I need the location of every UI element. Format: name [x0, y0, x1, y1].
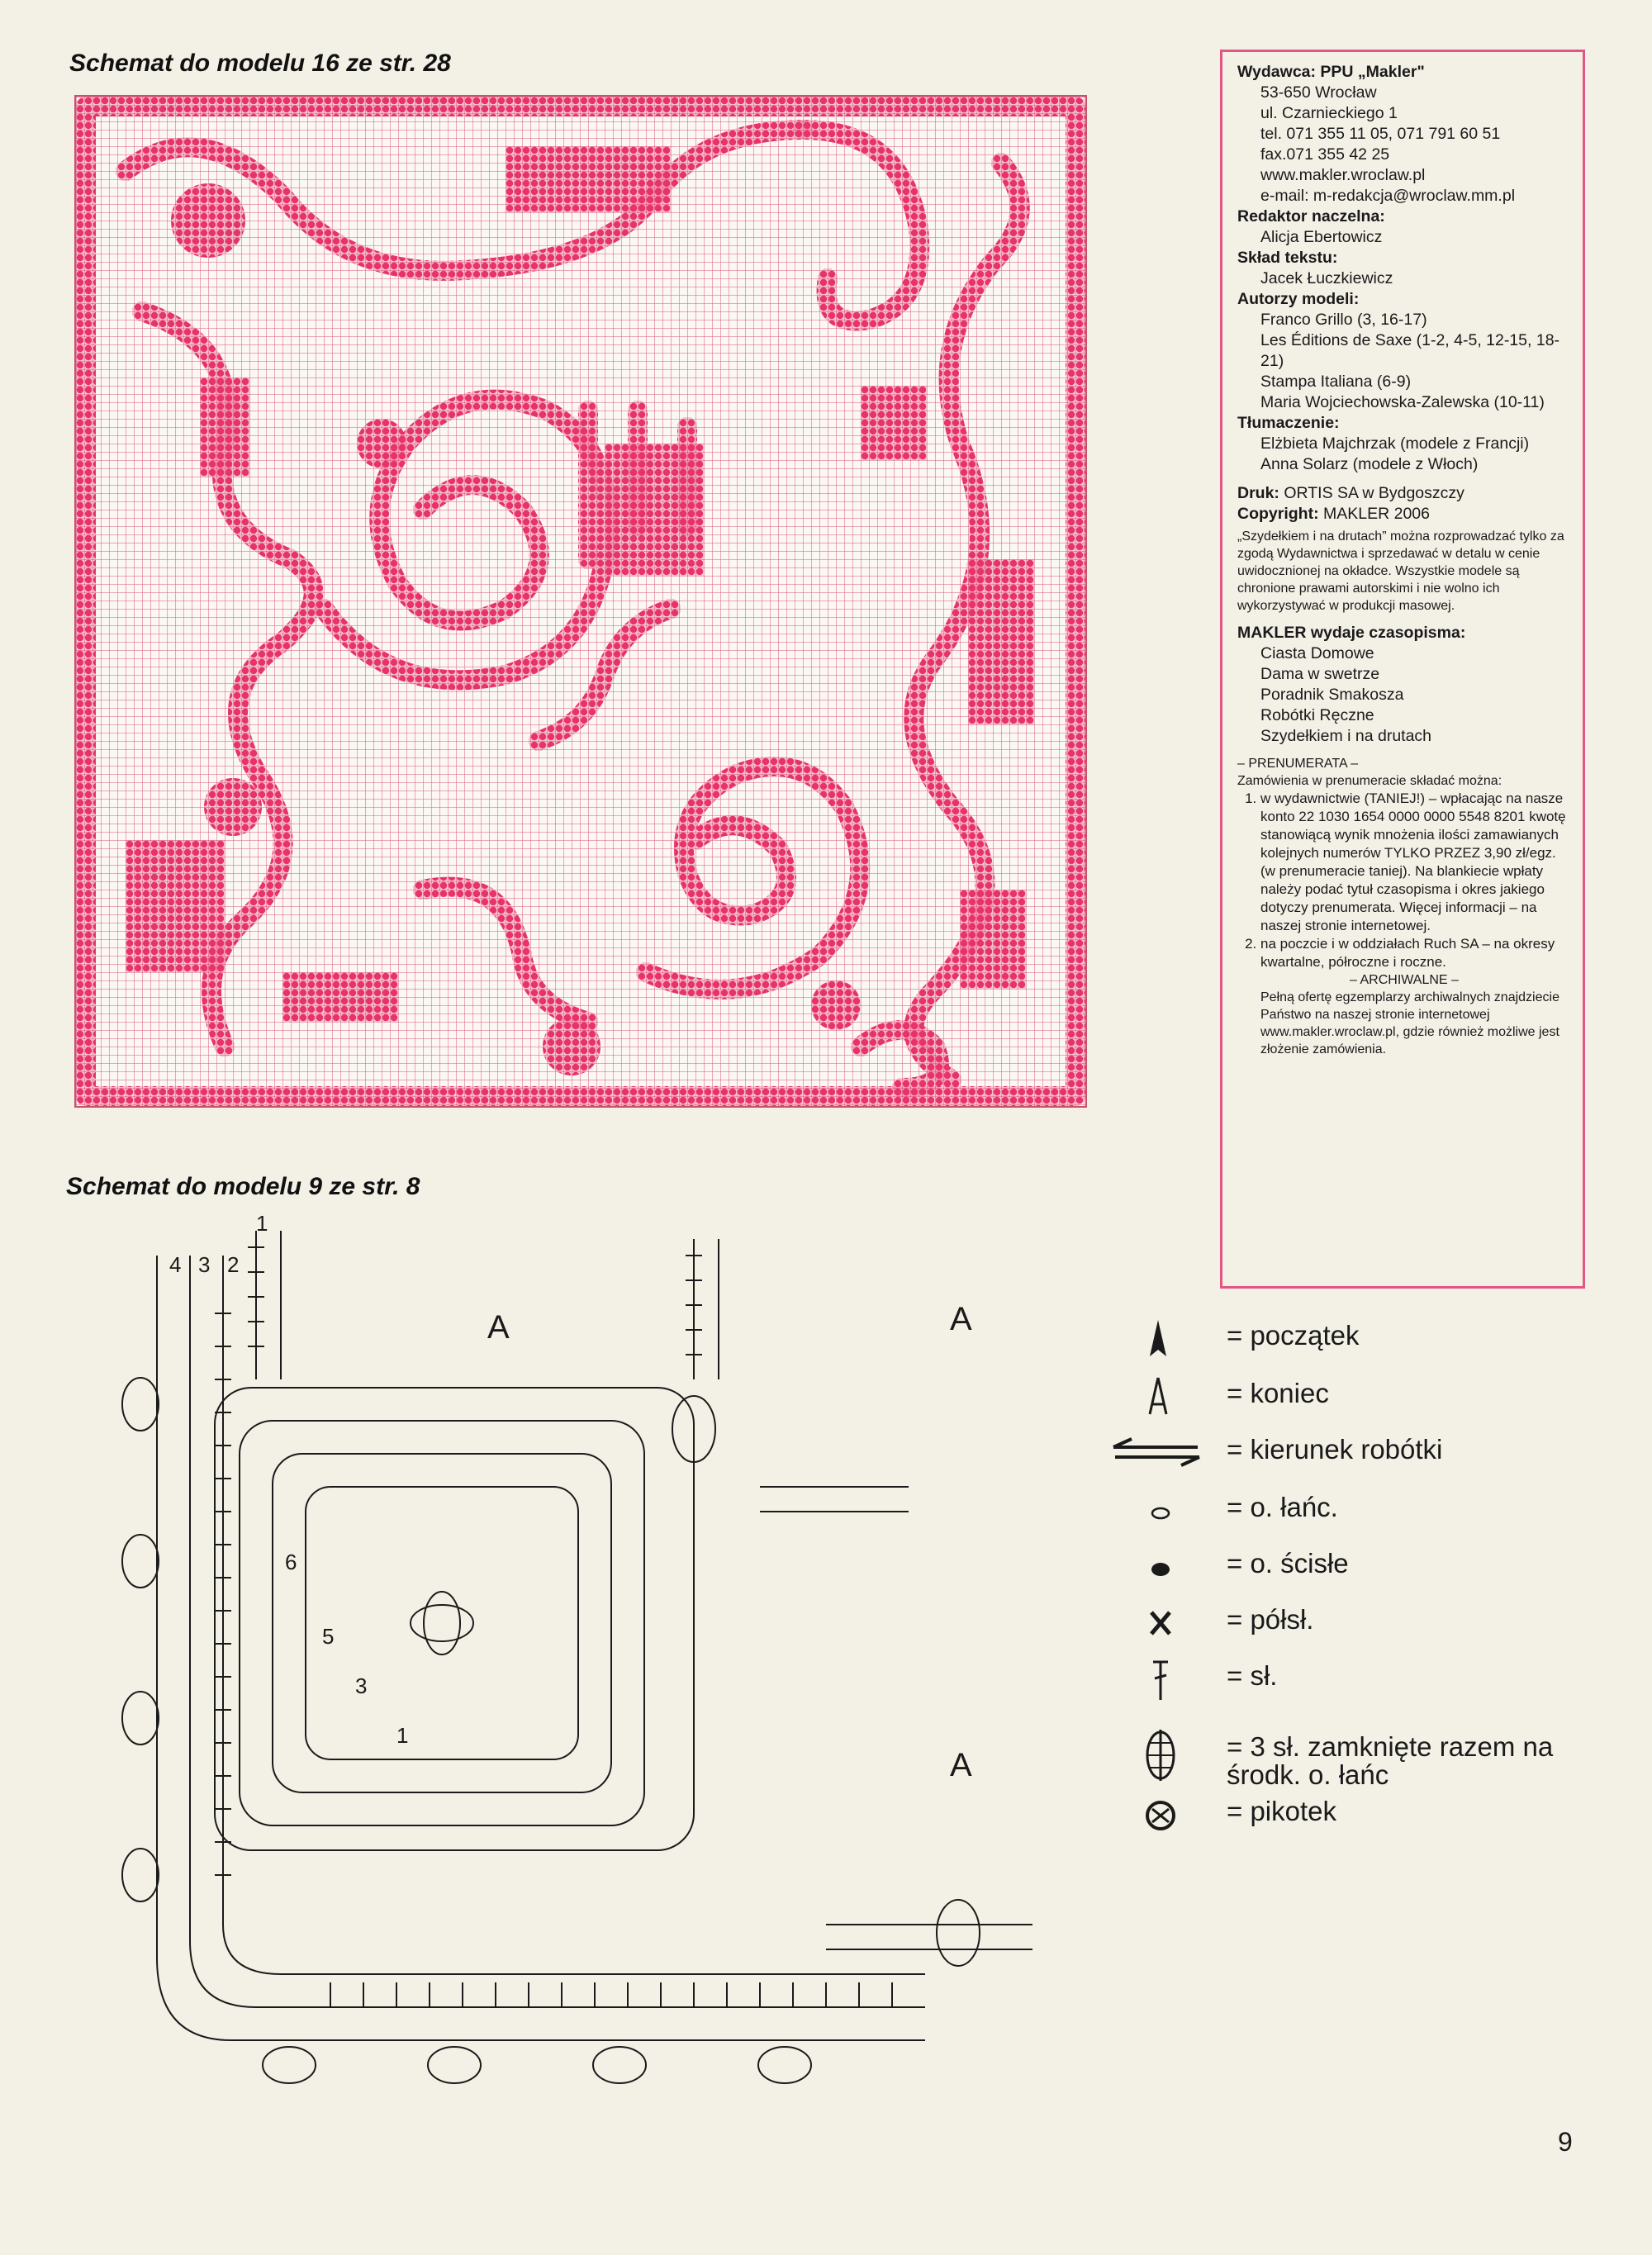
slip-stitch-icon	[1107, 1541, 1206, 1591]
legend-label: = 3 sł. zamknięte razem na środk. o. łańc	[1227, 1731, 1554, 1790]
print-value: ORTIS SA w Bydgoszczy	[1284, 484, 1464, 502]
translator-item: Anna Solarz (modele z Włoch)	[1260, 455, 1479, 473]
editor-label: Redaktor naczelna:	[1237, 207, 1385, 226]
legend-label: = początek	[1227, 1320, 1360, 1351]
round-number: 6	[285, 1550, 297, 1574]
authors-list	[1237, 310, 1571, 413]
legend-label: = kierunek robótki	[1227, 1434, 1443, 1465]
half-double-icon	[1107, 1597, 1206, 1647]
publisher-info-box	[1220, 50, 1585, 1289]
crochet-chart-caption: Schemat do modelu 9 ze str. 8	[66, 1173, 420, 1200]
copyright-line	[1237, 504, 1571, 525]
magazine-item: Dama w swetrze	[1260, 665, 1380, 683]
page-number: 9	[1558, 2127, 1573, 2157]
translation-list	[1237, 434, 1571, 475]
legend-label: = o. ścisłe	[1227, 1548, 1349, 1578]
fax-line: fax.071 355 42 25	[1260, 145, 1390, 164]
legend-cluster	[1107, 1726, 1602, 1792]
author-item: Franco Grillo (3, 16-17)	[1260, 311, 1427, 329]
editor-name: Alicja Ebertowicz	[1260, 228, 1383, 246]
email-link[interactable]: e-mail: m-redakcja@wroclaw.mm.pl	[1260, 187, 1516, 205]
legend-half	[1107, 1597, 1602, 1647]
archive-text: Pełną ofertę egzemplarzy archiwalnych znajdziecie Państwo na naszej stronie internetowej www.makler.wroclaw.pl, gdzie również możliwe jest złożenie zamówienia.	[1260, 990, 1559, 1056]
cluster-icon	[1107, 1726, 1206, 1784]
print-line	[1237, 483, 1571, 504]
motif-round	[215, 1388, 694, 1850]
stitch-row	[826, 1925, 1032, 1949]
legal-notice: „Szydełkiem i na drutach” można rozprowadzać tylko za zgodą Wydawnictwa i sprzedawać w detalu w cenie uwidocznionej na okładce. Wszystkie modele są chronione prawami autorskimi i nie wolno ich wykorzystywać w produkcji masowej.	[1237, 529, 1564, 613]
legend-start	[1107, 1313, 1602, 1363]
magazines-list	[1237, 643, 1571, 747]
legend-label: = sł.	[1227, 1660, 1278, 1691]
legend-label: = pikotek	[1227, 1796, 1336, 1826]
row-number: 1	[256, 1214, 268, 1236]
round-number: 5	[322, 1624, 335, 1649]
legend-chain	[1107, 1485, 1602, 1535]
subscription-list	[1237, 790, 1571, 971]
author-item: Maria Wojciechowska-Zalewska (10-11)	[1260, 393, 1545, 411]
filet-grid	[76, 97, 1085, 1106]
subscription-item: 2. na poczcie i w oddziałach Ruch SA – na okresy kwartalne, półroczne i roczne.	[1260, 935, 1571, 971]
motif-round	[240, 1421, 644, 1825]
edging-row	[223, 1256, 925, 1974]
copyright-label: Copyright:	[1237, 505, 1319, 523]
chain-stitch-icon	[1107, 1485, 1206, 1535]
legend-direction	[1107, 1427, 1602, 1477]
stitch-row	[760, 1487, 909, 1512]
archive-title: – ARCHIWALNE –	[1350, 973, 1459, 987]
legend-label: = koniec	[1227, 1378, 1329, 1408]
publisher-label: Wydawca: PPU „Makler"	[1237, 63, 1425, 81]
translation-label: Tłumaczenie:	[1237, 414, 1340, 432]
typeset-label: Skład tekstu:	[1237, 249, 1338, 267]
typeset-name: Jacek Łuczkiewicz	[1260, 269, 1393, 287]
motif-round	[273, 1454, 611, 1792]
legend-slip	[1107, 1541, 1602, 1591]
author-item: Stampa Italiana (6-9)	[1260, 373, 1412, 391]
legend-picot	[1107, 1789, 1602, 1839]
phone-line: tel. 071 355 11 05, 071 791 60 51	[1260, 125, 1501, 143]
address-line: ul. Czarnieckiego 1	[1260, 104, 1398, 122]
round-number: 1	[396, 1723, 409, 1748]
legend-label: = półsł.	[1227, 1604, 1314, 1635]
stitch-ticks	[215, 1247, 892, 2007]
address-line: 53-650 Wrocław	[1260, 83, 1377, 102]
filet-chart-caption: Schemat do modelu 16 ze str. 28	[69, 50, 451, 77]
end-arrow-icon	[1107, 1371, 1206, 1421]
subscription-item: 1. w wydawnictwie (TANIEJ!) – wpłacając na nasze konto 22 1030 1654 0000 0000 5548 8201 kwotę stanowiącą wynik mnożenia ilości zamawianych kolejnych numerów TYLKO PRZEZ 3,90 zł/egz. (w prenumeracie taniej). Na blankiecie wpłaty należy podać tytuł czasopisma i okres jakiego dotyczy prenumerata. Więcej informacji – na naszej stronie internetowej.	[1260, 790, 1571, 935]
marker-a: A	[487, 1309, 510, 1346]
magazines-label: MAKLER wydaje czasopisma:	[1237, 624, 1466, 642]
stitch-column	[256, 1231, 281, 1379]
marker-a: A	[950, 1747, 972, 1783]
start-arrow-icon	[1107, 1313, 1206, 1363]
print-label: Druk:	[1237, 484, 1279, 502]
double-crochet-icon	[1107, 1654, 1206, 1703]
cluster-petals	[122, 1378, 980, 2083]
author-item: Les Éditions de Saxe (1-2, 4-5, 12-15, 18-21)	[1260, 331, 1560, 370]
crochet-diagram	[83, 1214, 1239, 2106]
direction-arrows-icon	[1107, 1427, 1206, 1477]
translator-item: Elżbieta Majchrzak (modele z Francji)	[1260, 434, 1530, 453]
magazine-item: Robótki Ręczne	[1260, 706, 1374, 724]
publisher-address	[1237, 83, 1571, 207]
stitch-column	[694, 1239, 719, 1379]
round-number: 3	[355, 1673, 368, 1698]
magazine-item: Poradnik Smakosza	[1260, 686, 1404, 704]
magazine-item: Ciasta Domowe	[1260, 644, 1374, 662]
row-number: 4	[169, 1252, 182, 1277]
filet-chart	[74, 95, 1087, 1108]
subscription-intro: Zamówienia w prenumeracie składać można:	[1237, 774, 1502, 788]
subscription-title: – PRENUMERATA –	[1237, 757, 1359, 771]
row-number: 2	[227, 1252, 240, 1277]
authors-label: Autorzy modeli:	[1237, 290, 1360, 308]
picot-icon	[1107, 1789, 1206, 1839]
row-number: 3	[198, 1252, 211, 1277]
legend-end	[1107, 1371, 1602, 1421]
motif-round	[306, 1487, 578, 1759]
magazine-item: Szydełkiem i na drutach	[1260, 727, 1432, 745]
copyright-value: MAKLER 2006	[1323, 505, 1430, 523]
marker-a: A	[950, 1301, 972, 1337]
legend-double	[1107, 1654, 1602, 1703]
edging-row	[190, 1256, 925, 2007]
legend-label: = o. łańc.	[1227, 1492, 1338, 1522]
website-link[interactable]: www.makler.wroclaw.pl	[1260, 166, 1426, 184]
